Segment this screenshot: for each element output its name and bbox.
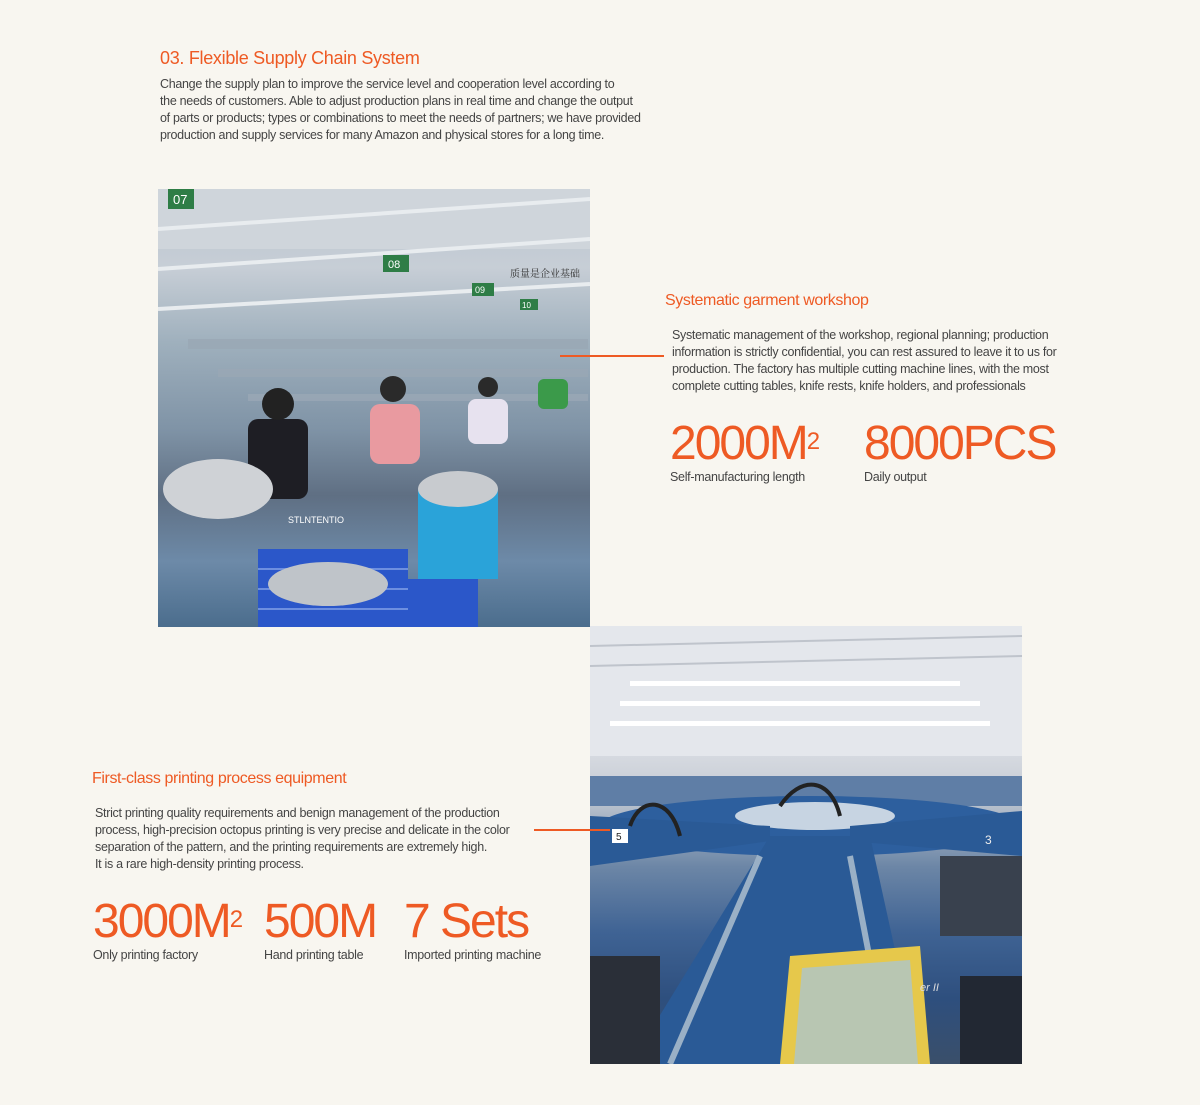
stat-label: Daily output — [864, 470, 927, 484]
printing-stat — [93, 895, 244, 962]
printing-description-line: It is a rare high-density printing process. — [95, 857, 304, 871]
printing-equipment-photo — [590, 626, 1022, 1064]
stat-label: Hand printing table — [264, 948, 364, 962]
stat-value-text: 2000M — [670, 417, 807, 470]
stat-value-sup: 2 — [806, 428, 821, 455]
workshop-title: Systematic garment workshop — [665, 292, 869, 309]
workshop-description — [672, 327, 1092, 395]
stat-value-text: 3000M — [93, 895, 230, 948]
workshop-stat — [864, 417, 1056, 484]
workshop-description-line: production. The factory has multiple cutting machine lines, with the most — [672, 362, 1049, 376]
section-description — [160, 76, 720, 144]
section-title: 03. Flexible Supply Chain System — [160, 48, 420, 68]
stat-value — [404, 895, 541, 948]
workshop-description-line: information is strictly confidential, you can rest assured to leave it to us for — [672, 345, 1057, 359]
section-description-line: the needs of customers. Able to adjust production plans in real time and change the output — [160, 94, 633, 108]
stat-value-text: 7 Sets — [404, 895, 529, 948]
stat-value — [864, 417, 1056, 470]
printing-connector-line — [534, 829, 610, 831]
stat-value — [264, 895, 377, 948]
sign-09: 09 — [475, 285, 486, 295]
stat-label: Imported printing machine — [404, 948, 542, 962]
workshop-stat — [670, 417, 821, 484]
printing-description — [95, 805, 535, 873]
printing-description-line: Strict printing quality requirements and benign management of the production — [95, 806, 500, 820]
sign-07: 07 — [173, 192, 188, 207]
workshop-description-line: Systematic management of the workshop, regional planning; production — [672, 328, 1049, 342]
stat-value-sup: 2 — [229, 906, 244, 933]
machine-label-3: 3 — [985, 833, 992, 847]
printing-title: First-class printing process equipment — [92, 770, 347, 787]
ceiling-banner: 质量是企业基础 — [510, 269, 580, 280]
workshop-description-line: complete cutting tables, knife rests, knife holders, and professionals — [672, 379, 1026, 393]
stat-label: Only printing factory — [93, 948, 198, 962]
workshop-connector-line — [560, 355, 664, 357]
machine-label-5: 5 — [616, 832, 622, 843]
section-description-line: of parts or products; types or combinations to meet the needs of partners; we have provided — [160, 111, 641, 125]
garment-workshop-photo — [158, 189, 590, 627]
section-description-line: Change the supply plan to improve the service level and cooperation level according to — [160, 77, 615, 91]
printing-stat — [264, 895, 377, 962]
machine-brand-text: er II — [920, 982, 939, 994]
stat-value-text: 500M — [264, 895, 377, 948]
stat-value — [93, 895, 244, 948]
stat-value-text: 8000PCS — [864, 417, 1056, 470]
printing-stat — [404, 895, 542, 962]
section-description-line: production and supply services for many Amazon and physical stores for a long time. — [160, 128, 605, 142]
printing-description-line: separation of the pattern, and the printing requirements are extremely high. — [95, 840, 488, 854]
printing-description-line: process, high-precision octopus printing is very precise and delicate in the color — [95, 823, 510, 837]
sign-08: 08 — [388, 259, 401, 271]
sign-10: 10 — [522, 301, 531, 310]
stat-label: Self-manufacturing length — [670, 470, 805, 484]
stat-value — [670, 417, 821, 470]
shirt-print-text: STLNTENTIO — [288, 515, 345, 525]
